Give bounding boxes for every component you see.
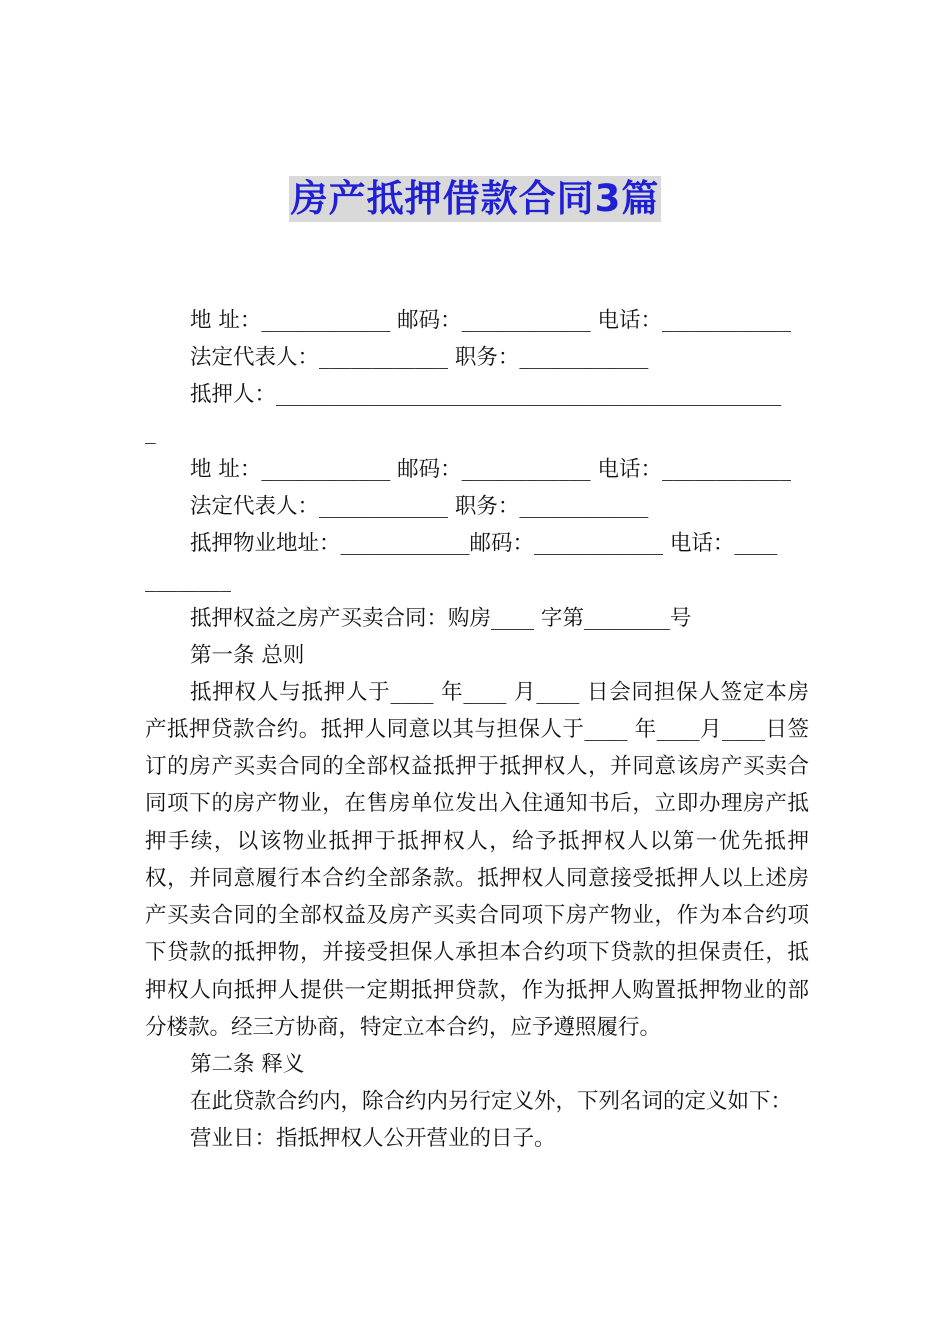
- address-line-1: 地 址：____________ 邮码：____________ 电话：____________: [190, 308, 792, 333]
- mortgagor-line: 抵押人：_______________________________________________: [190, 382, 782, 408]
- document-body: [145, 302, 809, 1157]
- property-address-line-continued: ________: [145, 568, 231, 594]
- title-container: [0, 176, 950, 222]
- article-1-paragraph: 抵押权人与抵押人于____ 年____ 月____ 日会同担保人签定本房产抵押贷款合约。抵押人同意以其与担保人于____ 年____月____日签订的房产买卖合同的全部权益抵押于抵押权人，并同意该房产买卖合同项下的房产物业，在售房单位发出入住通知书后，立即办理房产抵押手续，以该物业抵押于抵押权人，给予抵押权人以第一优先抵押权，并同意履行本合约全部条款。抵押权人同意接受抵押人以上述房产买卖合同的全部权益及房产买卖合同项下房产物业，作为本合约项下贷款的抵押物，并接受担保人承担本合约项下贷款的担保责任，抵押权人向抵押人提供一定期抵押贷款，作为抵押人购置抵押物业的部分楼款。经三方协商，特定立本合约，应予遵照履行。: [145, 679, 809, 1040]
- definitions-intro: 在此贷款合约内，除合约内另行定义外，下列名词的定义如下：: [190, 1089, 793, 1115]
- article-1-heading: 第一条 总则: [190, 642, 305, 668]
- document-title: 房产抵押借款合同3篇: [290, 177, 660, 220]
- mortgagor-line-continued: _: [145, 419, 156, 445]
- address-line-2: 地 址：____________ 邮码：____________ 电话：____________: [190, 456, 792, 482]
- legal-rep-line-2: 法定代表人：____________ 职务：____________: [190, 493, 649, 519]
- legal-rep-line-1: 法定代表人：____________ 职务：____________: [190, 345, 649, 371]
- article-2-heading: 第二条 释义: [190, 1051, 305, 1077]
- business-day-definition: 营业日：指抵押权人公开营业的日子。: [190, 1126, 556, 1152]
- property-address-line: 抵押物业地址：____________邮码：____________ 电话：____: [190, 531, 778, 557]
- purchase-contract-line: 抵押权益之房产买卖合同：购房____ 字第________号: [190, 605, 692, 631]
